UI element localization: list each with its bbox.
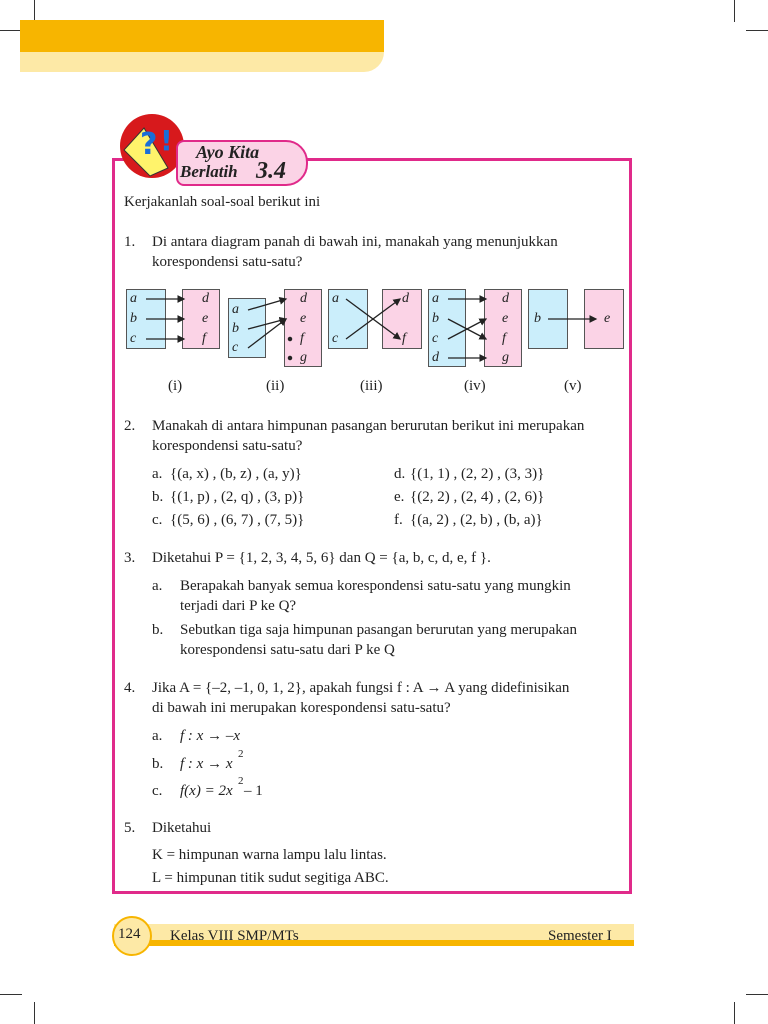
option-text: {(a, 2) , (2, b) , (b, a)} <box>410 512 543 528</box>
diagram-label: c <box>232 340 239 355</box>
crop-mark <box>34 1002 35 1024</box>
superscript: 2 <box>238 748 244 760</box>
diagram-caption: (v) <box>564 378 582 394</box>
diagram-label: f <box>502 331 506 346</box>
arrow-diagram-arrows <box>0 0 768 400</box>
badge-title-line1: Ayo Kita <box>196 142 260 162</box>
sub-key: b. <box>152 622 164 638</box>
question-number: 1. <box>124 234 136 250</box>
diagram-label: c <box>332 331 339 346</box>
sub-text: – 1 <box>244 783 263 799</box>
diagram-label: b <box>130 311 137 326</box>
intro-text: Kerjakanlah soal-soal berikut ini <box>124 194 321 210</box>
question-number: 4. <box>124 680 136 696</box>
question-text: Di antara diagram panah di bawah ini, manakah yang menunjukkan <box>152 234 558 250</box>
diagram-label: d <box>300 291 307 306</box>
diagram-label: b <box>432 311 439 326</box>
badge-number: 3.4 <box>256 158 286 184</box>
diagram-label: a <box>432 291 439 306</box>
option-key: b. <box>152 489 164 505</box>
diagram-label: b <box>534 311 541 326</box>
question-number: 3. <box>124 550 136 566</box>
diagram-label: c <box>432 331 439 346</box>
option-key: d. <box>394 466 406 482</box>
sub-text: f : x → –x <box>180 728 240 744</box>
sub-key: c. <box>152 783 163 799</box>
diagram-label: d <box>432 350 439 365</box>
question-text: korespondensi satu-satu? <box>152 438 303 454</box>
question-text: Jika A = {–2, –1, 0, 1, 2}, apakah fungsi f : A → A yang didefinisikan <box>152 680 570 696</box>
diagram-caption: (ii) <box>266 378 285 394</box>
question-text: Manakah di antara himpunan pasangan berurutan berikut ini merupakan <box>152 418 585 434</box>
diagram-label: e <box>502 311 509 326</box>
diagram-caption: (iii) <box>360 378 383 394</box>
question-text: Diketahui <box>152 820 212 836</box>
diagram-label: e <box>202 311 209 326</box>
question-text: L = himpunan titik sudut segitiga ABC. <box>152 870 389 886</box>
sub-text: Sebutkan tiga saja himpunan pasangan berurutan yang merupakan <box>180 622 577 638</box>
option-text: {(a, x) , (b, z) , (a, y)} <box>170 466 302 482</box>
diagram-label: a <box>232 302 239 317</box>
diagram-label: d <box>502 291 509 306</box>
superscript: 2 <box>238 775 244 787</box>
question-number: 2. <box>124 418 136 434</box>
sub-key: a. <box>152 728 163 744</box>
diagram-label: f <box>202 331 206 346</box>
sub-key: a. <box>152 578 163 594</box>
diagram-label: g <box>502 350 509 365</box>
sub-text: f : x → x <box>180 756 233 772</box>
sub-text: terjadi dari P ke Q? <box>180 598 297 614</box>
sub-text: Berapakah banyak semua korespondensi satu-satu yang mungkin <box>180 578 571 594</box>
option-text: {(1, p) , (2, q) , (3, p)} <box>170 489 305 505</box>
crop-mark <box>734 1002 735 1024</box>
option-key: a. <box>152 466 163 482</box>
option-text: {(1, 1) , (2, 2) , (3, 3)} <box>410 466 545 482</box>
diagram-label: e <box>604 311 611 326</box>
option-key: f. <box>394 512 403 528</box>
svg-text:?: ? <box>140 127 158 162</box>
diagram-caption: (iv) <box>464 378 486 394</box>
footer-class-label: Kelas VIII SMP/MTs <box>170 928 299 944</box>
question-text: di bawah ini merupakan korespondensi satu-satu? <box>152 700 451 716</box>
option-key: c. <box>152 512 163 528</box>
sub-key: b. <box>152 756 164 772</box>
crop-mark <box>746 994 768 995</box>
diagram-label: b <box>232 321 239 336</box>
svg-text:!: ! <box>160 124 173 157</box>
diagram-label: d <box>402 291 409 306</box>
diagram-label: e <box>300 311 307 326</box>
sub-text: korespondensi satu-satu dari P ke Q <box>180 642 395 658</box>
option-key: e. <box>394 489 405 505</box>
diagram-label: a <box>130 291 137 306</box>
diagram-label: g <box>300 350 307 365</box>
diagram-label: f <box>300 331 304 346</box>
question-text: K = himpunan warna lampu lalu lintas. <box>152 847 387 863</box>
badge-title-line2: Berlatih <box>180 162 238 181</box>
option-text: {(5, 6) , (6, 7) , (7, 5)} <box>170 512 305 528</box>
diagram-label: f <box>402 331 406 346</box>
sub-text: f(x) = 2x <box>180 783 233 799</box>
page-number: 124 <box>118 926 141 942</box>
diagram-caption: (i) <box>168 378 183 394</box>
diagram-label: d <box>202 291 209 306</box>
diagram-label: c <box>130 331 137 346</box>
crop-mark <box>0 994 22 995</box>
question-number: 5. <box>124 820 136 836</box>
option-text: {(2, 2) , (2, 4) , (2, 6)} <box>410 489 545 505</box>
question-text: Diketahui P = {1, 2, 3, 4, 5, 6} dan Q = {a, b, c, d, e, f }. <box>152 550 491 566</box>
question-text: korespondensi satu-satu? <box>152 254 303 270</box>
diagram-label: a <box>332 291 339 306</box>
footer-semester-label: Semester I <box>548 928 612 944</box>
